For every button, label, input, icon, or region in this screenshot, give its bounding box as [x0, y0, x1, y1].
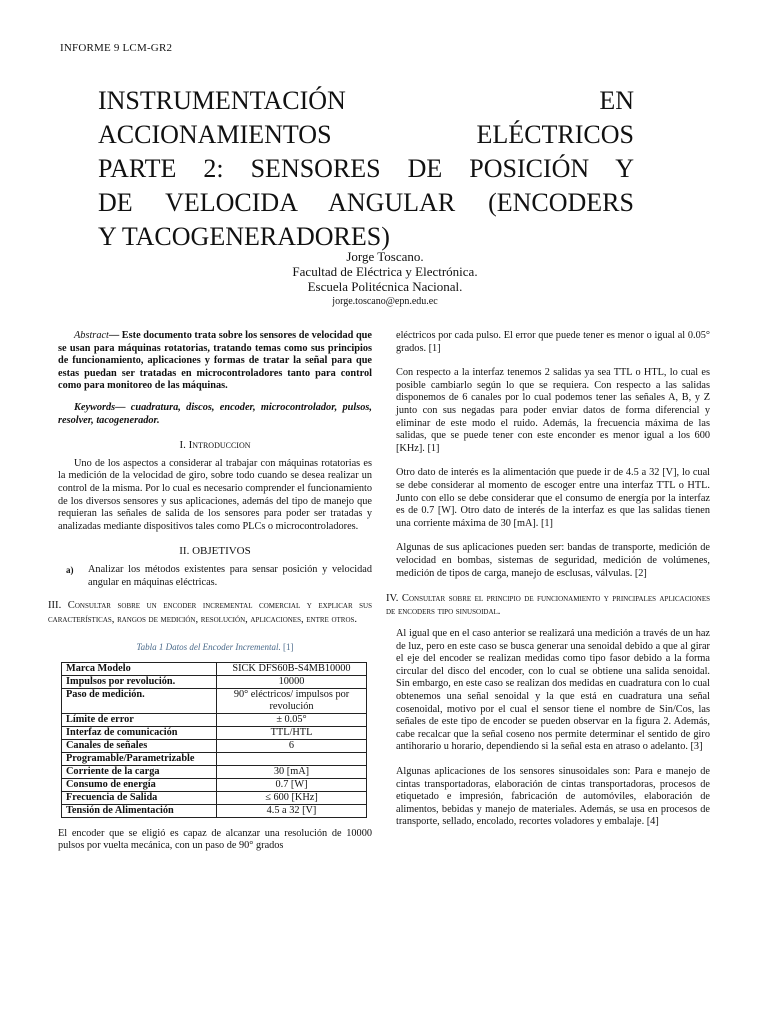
intro-paragraph: Uno de los aspectos a considerar al trabajar con máquinas rotatorias es la medición de la velocidad de giro, sobre todo cuando se desea realizar un control de la misma. Por lo cual es necesario comprender el funcionamiento de los diversos sensores y sus aplicaciones, además del tipo de manejo que requieran las señales de salida de los sensores para poder ser tratadas y analizadas mediante dispositivos tales como PLCs o microcontroladores. — [58, 457, 372, 532]
body-paragraph: Otro dato de interés es la alimentación que puede ir de 4.5 a 32 [V], lo cual se debe considerar al momento de escoger entre una interfaz TTL o HTL. Junto con ello se debe considerar que el consumo de energía por la interfaz es de 0.7 [W]. Otro dato de interés de la interfaz es que las salidas tienen una corriente máxima de 30 [mA]. [1] — [396, 467, 710, 529]
abstract-dash: — — [108, 330, 122, 341]
table-value — [217, 752, 367, 765]
abstract-label: Abstract — [74, 330, 109, 341]
table-row — [62, 739, 367, 752]
table-key: Canales de señales — [62, 739, 217, 752]
body-paragraph: Al igual que en el caso anterior se realizará una medición a través de un haz de luz, pero en este caso se busca generar una senoidal debido a que al girar el eje del encoder se realizan medidas como tipo fasor debido a la forma circular del disco del encoder, con lo cual se obtiene una salida senoidal. Sin embargo, en este caso se realizan dos medidas en cuadratura con lo cual obtenemos una señal senoidal y la que está en cuadratura una señal cosenoidal, motivo por el cual el sensor tiene el nombre de Sin/Cos, las señales de este tipo de encoder se pueden observar en la figura 2. Además, cabe recalcar que la señal coseno nos permite determinar el sentido de giro antihorario u horario, dependiendo si la señal esta en atraso o adelanto. [3] — [396, 628, 710, 753]
table-row — [62, 726, 367, 739]
table-value: 6 — [217, 739, 367, 752]
paper-title — [98, 84, 634, 254]
section-heading-1 — [58, 439, 372, 452]
section-heading-2 — [58, 545, 372, 558]
keywords-label: Keywords— — [74, 401, 131, 413]
table-value: TTL/HTL — [217, 726, 367, 739]
abstract — [58, 330, 372, 393]
title-line: DE VELOCIDA ANGULAR (ENCODERS — [98, 188, 634, 217]
body-paragraph: Algunas aplicaciones de los sensores sinusoidales son: Para e manejo de cintas transportadoras, elaboración de cintas transportadoras, procesos de etiquetado e impresión, fabricación de automóviles, elaboración de alimentos, bebidas y manejo de materiales. Además, se usa en procesos de transporte, sellado, encolado, recortes voladores y embalaje. [4] — [396, 766, 710, 828]
table-key: Paso de medición. — [62, 688, 217, 713]
table-caption — [58, 641, 372, 654]
author-name: Jorge Toscano. — [346, 249, 424, 264]
objective-item — [66, 563, 372, 589]
section-title: Consultar sobre el principio de funcionamiento y principales aplicaciones de encoders tipo sinusoidal. — [386, 593, 710, 618]
running-header: INFORME 9 LCM-GR2 — [60, 42, 173, 54]
table-value: 0.7 [W] — [217, 778, 367, 791]
table-row — [62, 791, 367, 804]
right-column — [386, 330, 710, 841]
section-number: II. — [179, 545, 193, 558]
author-block — [170, 249, 600, 309]
table-key: Límite de error — [62, 713, 217, 726]
section-number: I. — [179, 439, 189, 452]
body-paragraph: eléctricos por cada pulso. El error que puede tener es menor o igual al 0.05° grados. [1] — [396, 330, 710, 354]
title-line: INSTRUMENTACIÓN EN — [98, 86, 634, 115]
body-paragraph: Algunas de sus aplicaciones pueden ser: bandas de transporte, medición de velocidad en bombas, sistemas de seguridad, medición de volúmenes, medición de tipos de carga, manejo de esclusas, válvulas. [2] — [396, 542, 710, 579]
table-key: Frecuencia de Salida — [62, 791, 217, 804]
keywords — [58, 402, 372, 427]
left-closing-paragraph: El encoder que se eligió es capaz de alcanzar una resolución de 10000 pulsos por vuelta mecánica, con un paso de 90° grados — [58, 827, 372, 852]
objectives-list — [58, 564, 372, 589]
table-key: Programable/Parametrizable — [62, 752, 217, 765]
section-heading-3 — [48, 599, 372, 627]
table-value: 10000 — [217, 675, 367, 688]
title-line: Y TACOGENERADORES) — [98, 222, 390, 251]
table-key: Tensión de Alimentación — [62, 804, 217, 817]
table-row — [62, 804, 367, 817]
author-school: Escuela Politécnica Nacional. — [307, 279, 463, 294]
author-email[interactable]: jorge.toscano@epn.edu.ec — [332, 296, 438, 307]
section-heading-4 — [386, 592, 710, 618]
table-row — [62, 765, 367, 778]
objective-text: Analizar los métodos existentes para sensar posición y velocidad angular en máquinas eléctricas. — [88, 563, 372, 588]
table-row — [62, 778, 367, 791]
abstract-text: Este documento trata sobre los sensores de velocidad que se usan para máquinas rotatorias, tratando temas como sus principios de funcionamiento, aplicaciones y formas de tratar la señal para que estas puedan ser tratadas en microcontroladores tanto para control como para monitoreo de las máquinas. — [58, 330, 372, 392]
caption-text: Tabla 1 Datos del Encoder Incremental. — [136, 642, 281, 653]
title-line: PARTE 2: SENSORES DE POSICIÓN Y — [98, 154, 634, 183]
table-value: ± 0.05° — [217, 713, 367, 726]
table-row — [62, 662, 367, 675]
table-key: Interfaz de comunicación — [62, 726, 217, 739]
table-value: 90° eléctricos/ impulsos por revolución — [217, 688, 367, 713]
encoder-data-table — [61, 662, 367, 818]
table-value: SICK DFS60B-S4MB10000 — [217, 662, 367, 675]
keywords-text: cuadratura, discos, encoder, microcontrolador, pulsos, resolver, tacogenerador. — [58, 401, 372, 426]
caption-reference[interactable]: [1] — [280, 642, 294, 653]
table-value: 30 [mA] — [217, 765, 367, 778]
table-row — [62, 752, 367, 765]
table-key: Marca Modelo — [62, 662, 217, 675]
body-paragraph: Con respecto a la interfaz tenemos 2 salidas ya sea TTL o HTL, lo cual es posible cambiarlo según lo que se requiera. Con respecto a las salidas disponemos de 6 canales por lo cual podemos tener las señales A, B, y Z junto con sus negadas para poder enviar datos de forma diferencial y eliminar de este modo el ruido. Además, la frecuencia máxima de las salidas, que se puede tener con este enconder es menor igual a los 600 [KHz]. [1] — [396, 367, 710, 454]
table-row — [62, 713, 367, 726]
author-faculty: Facultad de Eléctrica y Electrónica. — [292, 264, 478, 279]
section-title: Introduccion — [188, 439, 251, 452]
table-row — [62, 675, 367, 688]
table-key: Corriente de la carga — [62, 765, 217, 778]
section-number: III. — [48, 600, 68, 612]
left-column — [48, 330, 372, 865]
table-key: Consumo de energía — [62, 778, 217, 791]
table-key: Impulsos por revolución. — [62, 675, 217, 688]
table-value: ≤ 600 [KHz] — [217, 791, 367, 804]
list-marker: a) — [66, 564, 74, 575]
section-number: IV. — [386, 593, 402, 605]
section-title: OBJETIVOS — [192, 545, 251, 558]
section-title: Consultar sobre un encoder incremental comercial y explicar sus características, rangos de medición, resolución, aplicaciones, entre otros. — [48, 600, 372, 626]
table-value: 4.5 a 32 [V] — [217, 804, 367, 817]
table-row — [62, 688, 367, 713]
title-line: ACCIONAMIENTOS ELÉCTRICOS — [98, 120, 634, 149]
